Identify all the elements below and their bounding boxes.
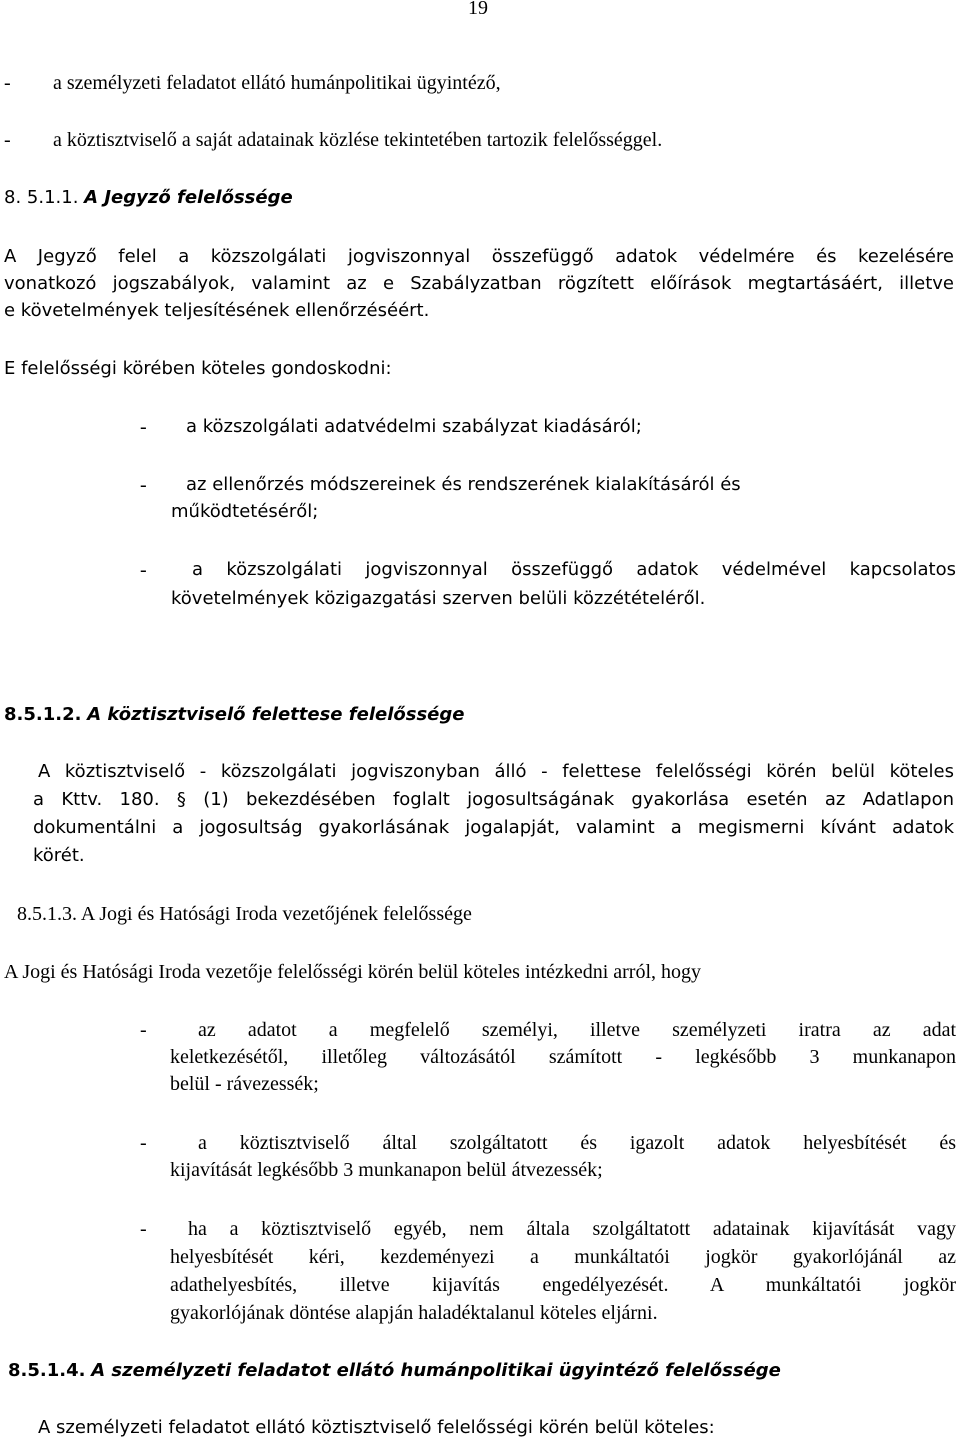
list-item: az adatot a megfelelő személyi, illetve személyzeti iratra az adat [198, 1019, 956, 1041]
list-dash: - [140, 1132, 147, 1154]
list-item-cont: követelmények közigazgatási szerven belüli közzétételéről. [171, 588, 706, 609]
section-number: 8.5.1.4. [8, 1360, 86, 1381]
list-item-cont: adathelyesbítés, illetve kijavítás engedélyezését. A munkáltatói jogkör [170, 1274, 956, 1296]
list-item-cont: belül - rávezessék; [170, 1073, 319, 1095]
section-heading [8, 1358, 781, 1384]
list-item-cont: kijavítását legkésőbb 3 munkanapon belül átvezessék; [170, 1159, 603, 1181]
list-item-cont: gyakorlójának döntése alapján haladéktalanul köteles eljárni. [170, 1302, 658, 1324]
list-item: a köztisztviselő a saját adatainak közlése tekintetében tartozik felelősséggel. [53, 129, 663, 151]
paragraph-line: a Kttv. 180. § (1) bekezdésében foglalt jogosultságának gyakorlása esetén az Adatlapon [33, 789, 954, 810]
paragraph-lead: A Jogi és Hatósági Iroda vezetője felelősségi körén belül köteles intézkedni arról, hogy [4, 961, 702, 983]
list-item: a közszolgálati adatvédelmi szabályzat kiadásáról; [186, 416, 642, 437]
list-dash: - [140, 559, 147, 581]
list-item-cont: helyesbítését kéri, kezdeményezi a munkáltatói jogkör gyakorlójánál az [170, 1246, 956, 1268]
section-heading [4, 702, 464, 728]
paragraph-lead: E felelősségi körében köteles gondoskodni: [4, 358, 392, 379]
section-title: A Jegyző felelőssége [84, 187, 293, 208]
section-heading: 8.5.1.3. A Jogi és Hatósági Iroda vezetőjének felelőssége [17, 903, 472, 925]
list-dash: - [140, 1218, 147, 1240]
list-item: a köztisztviselő által szolgáltatott és igazolt adatok helyesbítését és [198, 1132, 956, 1154]
list-item: az ellenőrzés módszereinek és rendszerének kialakításáról és [186, 474, 741, 495]
paragraph-line: A Jegyző felel a közszolgálati jogviszonnyal összefüggő adatok védelmére és kezelésére [4, 246, 954, 267]
section-title: A köztisztviselő felettese felelőssége [87, 704, 465, 725]
list-dash: - [140, 416, 147, 438]
list-item-cont: keletkezésétől, illetőleg változásától számított - legkésőbb 3 munkanapon [170, 1046, 956, 1068]
paragraph-line: dokumentálni a jogosultság gyakorlásának jogalapját, valamint a megismerni kívánt adatok [33, 817, 954, 838]
list-dash: - [4, 129, 11, 151]
paragraph-line: vonatkozó jogszabályok, valamint az e Szabályzatban rögzített előírások megtartásáért, illetve [4, 273, 954, 294]
section-heading [4, 185, 293, 211]
section-title: A személyzeti feladatot ellátó humánpolitikai ügyintéző felelőssége [91, 1360, 781, 1381]
list-item: a személyzeti feladatot ellátó humánpolitikai ügyintéző, [53, 72, 501, 94]
paragraph-lead: A személyzeti feladatot ellátó köztisztviselő felelősségi körén belül köteles: [38, 1417, 715, 1438]
list-item: ha a köztisztviselő egyéb, nem általa szolgáltatott adatainak kijavítását vagy [188, 1218, 956, 1240]
list-dash: - [140, 1019, 147, 1041]
page-number: 19 [468, 0, 488, 19]
list-item: a közszolgálati jogviszonnyal összefüggő adatok védelmével kapcsolatos [192, 559, 956, 580]
list-dash: - [140, 474, 147, 496]
section-number: 8.5.1.2. [4, 704, 82, 725]
list-item-cont: működtetéséről; [171, 501, 319, 522]
paragraph-line: e követelmények teljesítésének ellenőrzéséért. [4, 300, 430, 321]
list-dash: - [4, 72, 11, 94]
paragraph-line: A köztisztviselő - közszolgálati jogviszonyban álló - felettese felelősségi körén belül köteles [38, 761, 954, 782]
section-number: 8. 5.1.1. [4, 187, 79, 208]
paragraph-line: körét. [33, 845, 85, 866]
